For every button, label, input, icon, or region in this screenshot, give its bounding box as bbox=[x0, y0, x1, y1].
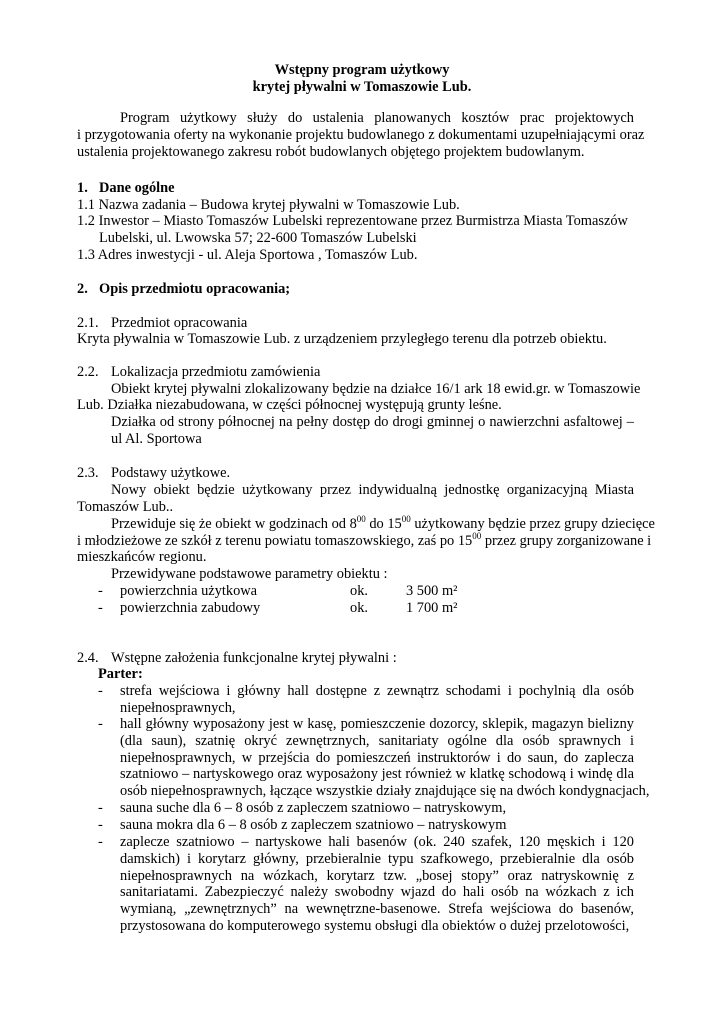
section-2-1-heading: Przedmiot opracowania bbox=[111, 315, 248, 331]
intro-line: Program użytkowy służy do ustalenia planowanych kosztów prac projektowych bbox=[120, 110, 634, 126]
section-2-3-line: Nowy obiekt będzie użytkowany przez indywidualną jednostkę organizacyjną Miasta bbox=[111, 482, 634, 498]
bullet-dash: - bbox=[98, 683, 103, 699]
bullet-line: strefa wejściowa i główny hall dostępne z zewnątrz schodami i pochylnią dla osób bbox=[120, 683, 634, 699]
bullet-line: osób niepełnosprawnych, łączące wszystkie działy znajdujące się na dwóch kondygnacjach, bbox=[120, 783, 650, 799]
section-2-2-number: 2.2. bbox=[77, 364, 99, 380]
bullet-line: wymianą, „zewnętrznych” na wewnętrzne-basenowe. Strefa wejściowa do basenów, bbox=[120, 901, 634, 917]
section-2-number: 2. bbox=[77, 281, 88, 297]
section-1-line: 1.2 Inwestor – Miasto Tomaszów Lubelski reprezentowane przez Burmistrza Miasta Tomaszów bbox=[77, 213, 628, 229]
param-value: 3 500 m² bbox=[406, 583, 458, 599]
section-2-3-line: mieszkańców regionu. bbox=[77, 549, 207, 565]
document-title-line-2: krytej pływalni w Tomaszowie Lub. bbox=[252, 79, 472, 95]
section-2-2-line: Lub. Działka niezabudowana, w części północnej występują grunty leśne. bbox=[77, 397, 502, 413]
section-2-4-number: 2.4. bbox=[77, 650, 99, 666]
parter-heading: Parter: bbox=[98, 666, 143, 682]
param-dash: - bbox=[98, 583, 103, 599]
bullet-line: przystosowana do komputerowego systemu obsługi dla obiektów o dużej przelotowości, bbox=[120, 918, 630, 934]
section-2-heading: Opis przedmiotu opracowania; bbox=[99, 281, 291, 297]
bullet-line: szatniowo – nartyskowego oraz wyposażony jest również w klatkę schodową i windę dla bbox=[120, 766, 634, 782]
section-2-3-line: Tomaszów Lub.. bbox=[77, 499, 174, 515]
section-2-3-heading: Podstawy użytkowe. bbox=[111, 465, 231, 481]
bullet-line: (dla saun), szatnię okryć zewnętrznych, sanitariaty ogólne dla osób sprawnych i bbox=[120, 733, 634, 749]
param-dash: - bbox=[98, 600, 103, 616]
bullet-line: niepełnosprawnych, w przejścia do pomieszczeń instruktorów i do saun, do zaplecza bbox=[120, 750, 634, 766]
bullet-line: sauna suche dla 6 – 8 osób z zapleczem szatniowo – natryskowym, bbox=[120, 800, 507, 816]
param-label: powierzchnia zabudowy bbox=[120, 600, 261, 616]
section-2-1-number: 2.1. bbox=[77, 315, 99, 331]
bullet-line: hall główny wyposażony jest w kasę, pomieszczenie dozorcy, sklepik, magazyn bielizny bbox=[120, 716, 634, 732]
section-2-1-line: Kryta pływalnia w Tomaszowie Lub. z urządzeniem przyległego terenu dla potrzeb obiektu. bbox=[77, 331, 607, 347]
section-2-3-line: Przewidywane podstawowe parametry obiektu : bbox=[111, 566, 388, 582]
bullet-dash: - bbox=[98, 716, 103, 732]
bullet-line: damskich) i korytarz główny, przebieralnie typu szafkowego, przebieralnie dla osób bbox=[120, 851, 634, 867]
param-label: powierzchnia użytkowa bbox=[120, 583, 258, 599]
document-title-line-1: Wstępny program użytkowy bbox=[274, 62, 450, 78]
section-2-2-heading: Lokalizacja przedmiotu zamówienia bbox=[111, 364, 321, 380]
section-1-number: 1. bbox=[77, 180, 88, 196]
intro-line: ustalenia projektowanego zakresu robót budowlanych objętego projektem budowlanym. bbox=[77, 144, 585, 160]
section-2-2-line: Obiekt krytej pływalni zlokalizowany będzie na działce 16/1 ark 18 ewid.gr. w Tomaszowie bbox=[111, 381, 641, 397]
bullet-line: niepełnosprawnych na wózkach, korytarz tzw. „bosej stopy” oraz natryskownię z bbox=[120, 868, 634, 884]
section-2-3-line: Przewiduje się że obiekt w godzinach od $8^{00}$ do $15^{00}$ użytkowany będzie przez grupy dziecięce bbox=[111, 514, 655, 532]
param-value: 1 700 m² bbox=[406, 600, 458, 616]
bullet-dash: - bbox=[98, 817, 103, 833]
bullet-line: sauna mokra dla 6 – 8 osób z zapleczem szatniowo – natryskowym bbox=[120, 817, 507, 833]
bullet-dash: - bbox=[98, 800, 103, 816]
section-2-2-line: ul Al. Sportowa bbox=[111, 431, 202, 447]
bullet-line: zaplecze szatniowo – nartyskowe hali basenów (ok. 240 szafek, 120 męskich i 120 bbox=[120, 834, 634, 850]
section-1-line: 1.1 Nazwa zadania – Budowa krytej pływalni w Tomaszowie Lub. bbox=[77, 197, 460, 213]
intro-line: i przygotowania oferty na wykonanie projektu budowlanego z dokumentami uzupełniającymi oraz bbox=[77, 127, 645, 143]
bullet-dash: - bbox=[98, 834, 103, 850]
param-approx: ok. bbox=[350, 600, 368, 616]
section-2-2-line: Działka od strony północnej na pełny dostęp do drogi gminnej o nawierzchni asfaltowej – bbox=[111, 414, 634, 430]
bullet-line: sanitariatami. Zabezpieczyć należy swobodny wjazd do hali osób na wózkach z ich bbox=[120, 884, 634, 900]
section-1-line: 1.3 Adres inwestycji - ul. Aleja Sportowa , Tomaszów Lub. bbox=[77, 247, 418, 263]
section-2-3-number: 2.3. bbox=[77, 465, 99, 481]
section-2-4-heading: Wstępne założenia funkcjonalne krytej pływalni : bbox=[111, 650, 397, 666]
bullet-line: niepełnosprawnych, bbox=[120, 700, 236, 716]
section-1-heading: Dane ogólne bbox=[99, 180, 175, 196]
section-1-line: Lubelski, ul. Lwowska 57; 22-600 Tomaszów Lubelski bbox=[99, 230, 417, 246]
section-2-3-line: i młodzieżowe ze szkół z terenu powiatu tomaszowskiego, zaś po $15^{00}$ przez grupy zorganizowane i bbox=[77, 531, 652, 549]
param-approx: ok. bbox=[350, 583, 368, 599]
